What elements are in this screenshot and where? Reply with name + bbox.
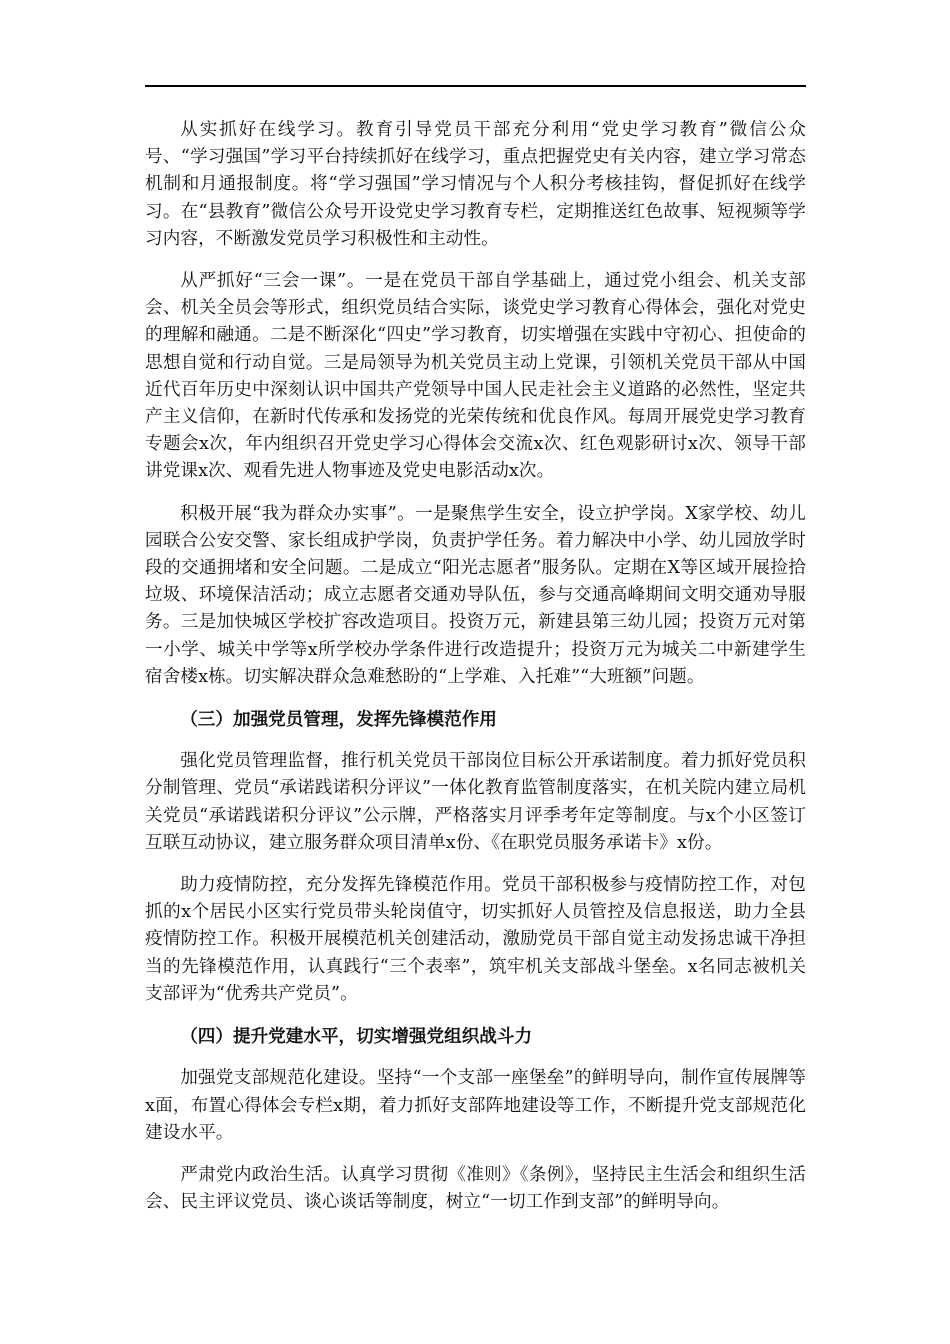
- section-heading-four: （四）提升党建水平，切实增强党组织战斗力: [180, 1026, 533, 1048]
- header-rule: [145, 85, 806, 87]
- paragraph-practical-work: 积极开展“我为群众办实事”。一是聚焦学生安全，设立护学岗。X家学校、幼儿园联合公安交警、家长组成护学岗，负责护学任务。着力解决中小学、幼儿园放学时段的交通拥堵和安全问题。二是成立“阳光志愿者”服务队。定期在X等区域开展捡拾垃圾、环境保洁活动；成立志愿者交通劝导队伍，参与交通高峰期间文明交通劝导服务。三是加快城区学校扩容改造项目。投资万元，新建县第三幼儿园；投资万元对第一小学、城关中学等x所学校办学条件进行改造提升；投资万元为城关二中新建学生宿舍楼x栋。切实解决群众急难愁盼的“上学难、入托难”“大班额”问题。: [145, 503, 806, 687]
- paragraph-three-meetings: 从严抓好“三会一课”。一是在党员干部自学基础上，通过党小组会、机关支部会、机关全员会等形式，组织党员结合实际，谈党史学习教育心得体会，强化对党史的理解和融通。二是不断深化“四史”学习教育，切实增强在实践中守初心、担使命的思想自觉和行动自觉。三是局领导为机关党员主动上党课，引领机关党员干部从中国近代百年历史中深刻认识中国共产党领导中国人民走社会主义道路的必然性，坚定共产主义信仰，在新时代传承和发扬党的光荣传统和优良作风。每周开展党史学习教育专题会x次，年内组织召开党史学习心得体会交流x次、红色观影研讨x次、领导干部讲党课x次、观看先进人物事迹及党史电影活动x次。: [145, 271, 806, 482]
- paragraph-branch-standardization: 加强党支部规范化建设。坚持“一个支部一座堡垒”的鲜明导向，制作宣传展牌等x面，布置心得体会专栏x期，着力抓好支部阵地建设等工作，不断提升党支部规范化建设水平。: [145, 1068, 806, 1143]
- section-heading-three: （三）加强党员管理，发挥先锋模范作用: [180, 709, 497, 731]
- document-body: [145, 117, 806, 1231]
- paragraph-member-management: 强化党员管理监督，推行机关党员干部岗位目标公开承诺制度。着力抓好党员积分制管理、党员“承诺践诺积分评议”一体化教育监管制度落实，在机关院内建立局机关党员“承诺践诺积分评议”公示牌，严格落实月评季考年定等制度。与x个小区签订互联互动协议，建立服务群众项目清单x份、《在职党员服务承诺卡》x份。: [145, 751, 806, 853]
- paragraph-political-life: 严肃党内政治生活。认真学习贯彻《准则》《条例》，坚持民主生活会和组织生活会、民主评议党员、谈心谈话等制度，树立“一切工作到支部”的鲜明导向。: [145, 1164, 806, 1213]
- paragraph-online-learning: 从实抓好在线学习。教育引导党员干部充分利用“党史学习教育”微信公众号、“学习强国”学习平台持续抓好在线学习，重点把握党史有关内容，建立学习常态机制和月通报制度。将“学习强国”学习情况与个人积分考核挂钩，督促抓好在线学习。在“县教育”微信公众号开设党史学习教育专栏，定期推送红色故事、短视频等学习内容，不断激发党员学习积极性和主动性。: [145, 120, 806, 249]
- paragraph-epidemic-control: 助力疫情防控，充分发挥先锋模范作用。党员干部积极参与疫情防控工作，对包抓的x个居民小区实行党员带头轮岗值守，切实抓好人员管控及信息报送，助力全县疫情防控工作。积极开展模范机关创建活动，激励党员干部自觉主动发扬忠诚干净担当的先锋模范作用，认真践行“三个表率”，筑牢机关支部战斗堡垒。x名同志被机关支部评为“优秀共产党员”。: [145, 875, 806, 1004]
